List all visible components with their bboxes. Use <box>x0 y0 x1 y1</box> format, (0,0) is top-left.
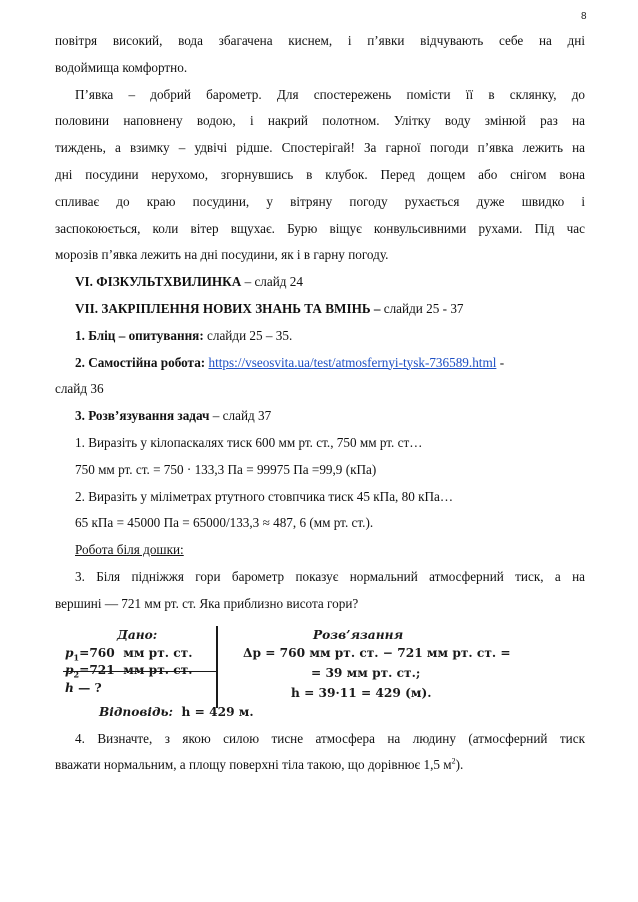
board-work-text: Робота біля дошки: <box>75 542 184 558</box>
paragraph-line: морозів п’явка лежить на дні посудини, як і в гарну погоду. <box>55 247 389 263</box>
given-h: h — ? <box>65 680 102 695</box>
given-p2-value: =721 <box>79 662 115 677</box>
task-4-close: ). <box>455 757 464 773</box>
given-p1-unit: мм рт. ст. <box>123 645 193 660</box>
paragraph-line: заспокоюється, коли вітер вщухає. Бурю віщує конвульсивними рухами. Під час <box>55 220 585 236</box>
document-body <box>55 28 585 779</box>
test-link[interactable]: https://vseosvita.ua/test/atmosfernyi-tysk-736589.html <box>208 354 497 370</box>
given-title: Дано: <box>117 627 158 642</box>
paragraph-line: дні посудини нерухомо, згорнувшись в клубок. Перед дощем або снігом вона <box>55 166 585 182</box>
solution-line-2: = 39 мм рт. ст.; <box>311 665 421 680</box>
task-4-line: 4. Визначте, з якою силою тисне атмосфера на людину (атмосферний тиск <box>75 730 585 746</box>
solution-line-1: Δp = 760 мм рт. ст. − 721 мм рт. ст. = <box>243 645 511 660</box>
section-title: VII. ЗАКРІПЛЕННЯ НОВИХ ЗНАНЬ ТА ВМІНЬ – <box>75 300 381 316</box>
item-slide-ref: слайди 25 – 35. <box>203 327 293 343</box>
link-dash: - <box>496 354 505 370</box>
task-3-line: вершині — 721 мм рт. ст. Яка приблизно висота гори? <box>55 595 359 611</box>
section-heading-7 <box>55 296 585 323</box>
section-slide-ref: – слайд 24 <box>241 274 303 290</box>
solution-title: Розв’язання <box>313 627 404 642</box>
task-2-question: 2. Виразіть у міліметрах ртутного стовпчика тиск 45 кПа, 80 кПа… <box>75 488 454 504</box>
solution-line-3: h = 39·11 = 429 (м). <box>291 685 432 700</box>
given-p1-value: =760 <box>79 645 115 660</box>
given-p2-unit: мм рт. ст. <box>123 662 193 677</box>
task-2-answer: 65 кПа = 45000 Па = 65000/133,3 ≈ 487, 6 (мм рт. ст.). <box>75 515 374 531</box>
item-problem-solving <box>55 403 585 430</box>
paragraph-line: тиждень, а взимку – удвічі рідше. Спостерігай! За гарної погоди п’явка лежить на <box>55 140 585 156</box>
page-number: 8 <box>581 11 587 22</box>
answer <box>99 699 254 726</box>
answer-label: Відповідь: <box>99 704 174 719</box>
task-4-text: вважати нормальним, а площу поверхні тіла такою, що дорівнює 1,5 м <box>55 757 452 773</box>
task-3-line: 3. Біля підніжжя гори барометр показує нормальний атмосферний тиск, а на <box>75 568 585 584</box>
task-4-exponent: 2 <box>451 756 456 766</box>
item-slide-ref: – слайд 37 <box>209 408 272 424</box>
section-title: VI. ФІЗКУЛЬТХВИЛИНКА <box>75 274 242 290</box>
task-4-line <box>55 752 585 779</box>
answer-value: h = 429 м. <box>181 704 254 719</box>
item-title: 2. Самостійна робота: <box>75 354 206 370</box>
given-divider-vertical <box>216 626 218 708</box>
item-title: 3. Розв’язування задач <box>75 408 210 424</box>
item-blitz <box>55 323 585 350</box>
given-p1: $p_1=760$ мм рт. ст. <box>65 645 193 662</box>
paragraph-line: повітря високий, вода збагачена киснем, і п’явки відчувають себе на дні <box>55 33 585 48</box>
given-p2: $p_2=721$ мм рт. ст. <box>65 662 193 679</box>
item-independent-work <box>55 350 585 377</box>
task-1-question: 1. Виразіть у кілопаскалях тиск 600 мм рт. ст., 750 мм рт. ст… <box>75 434 423 450</box>
item-title: 1. Бліц – опитування: <box>75 327 204 343</box>
paragraph-line: спливає до краю посудини, у вітряну погоду рухається дуже швидко і <box>55 193 585 209</box>
item-slide-ref: слайд 36 <box>55 381 104 397</box>
given-h-unknown: — ? <box>78 680 102 695</box>
task-1-answer: 750 мм рт. ст. = 750 · 133,3 Па = 99975 Па =99,9 (кПа) <box>75 461 377 477</box>
paragraph-line: половини наповнену водою, і накрий полотном. Улітку воду змінюй раз на <box>55 113 585 129</box>
section-slide-ref: слайди 25 - 37 <box>380 300 464 316</box>
solution-image <box>55 622 585 718</box>
board-work-label <box>55 537 585 564</box>
paragraph-line: водоймища комфортно. <box>55 59 188 75</box>
section-heading-6 <box>55 269 585 296</box>
paragraph-line: П’явка – добрий барометр. Для спостережень помісти її в склянку, до <box>75 86 585 102</box>
